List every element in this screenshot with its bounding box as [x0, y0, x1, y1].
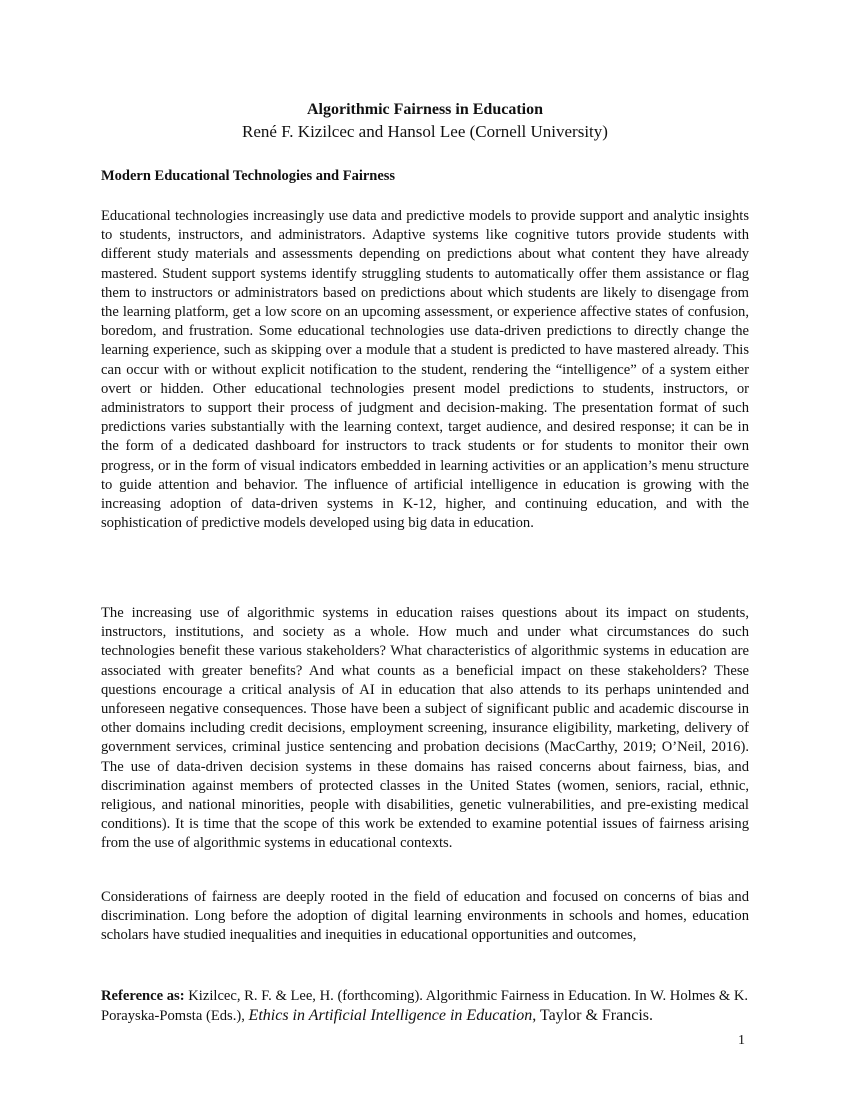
body-paragraph-3: Considerations of fairness are deeply rooted in the field of education and focused on concerns of bias and discrimination. Long before the adoption of digital learning environments in schools and homes, education scholars have studied inequalities and inequities in educational opportunities and outcomes, [101, 889, 749, 944]
reference-label: Reference as: [101, 988, 185, 1004]
paper-authors: René F. Kizilcec and Hansol Lee (Cornell University) [242, 122, 608, 141]
page-number: 1 [738, 1033, 745, 1048]
paper-title: Algorithmic Fairness in Education [306, 101, 543, 118]
section-heading: Modern Educational Technologies and Fairness [101, 168, 396, 184]
body-paragraph-1: Educational technologies increasingly use data and predictive models to provide support and analytic insights to students, instructors, and administrators. Adaptive systems like cognitive tutors provide students with different study materials and assessments depending on predictions about what content they have already mastered. Student support systems identify struggling students to automatically offer them assistance or flag them to instructors or administrators based on predictions about which students are likely to disengage from the learning platform, get a low score on an upcoming assessment, or experience affective states of confusion, boredom, and frustration. Some educational technologies use data-driven predictions to directly change the learning experience, such as skipping over a module that a student is predicted to have mastered already. This can occur with or without explicit notification to the student, rendering the “intelligence” of a system either overt or hidden. Other educational technologies present model predictions to students, instructors, or administrators to support their process of judgment and decision-making. The presentation format of such predictions varies substantially with the learning context, target audience, and desired response; it can be in the form of a dedicated dashboard for instructors to track students or for students to monitor their own progress, or in the form of visual indicators embedded in learning activities or an application’s menu structure to guide attention and behavior. The influence of artificial intelligence in education is growing with the increasing adoption of data-driven systems in K-12, higher, and continuing education, and with the sophistication of predictive models developed using big data in education. [101, 208, 749, 532]
reference-publisher: , Taylor & Francis. [532, 1007, 653, 1024]
reference-book-title: Ethics in Artificial Intelligence in Education [248, 1007, 533, 1024]
citation-reference [101, 986, 749, 1026]
body-paragraph-2: The increasing use of algorithmic systems in education raises questions about its impact on students, instructors, institutions, and society as a whole. How much and under what circumstances do such technologies benefit these various stakeholders? What characteristics of algorithmic systems in education are associated with greater benefits? And what counts as a beneficial impact on these stakeholders? These questions encourage a critical analysis of AI in education that also attends to its perhaps unintended and unforeseen negative consequences. Those have been a subject of significant public and academic discourse in other domains including credit decisions, employment screening, insurance eligibility, marketing, delivery of government services, criminal justice sentencing and probation decisions (MacCarthy, 2019; O’Neil, 2016). The use of data-driven decision systems in these domains has raised concerns about fairness, bias, and discrimination against members of protected classes in the United States (women, seniors, racial, ethnic, religious, and national minorities, people with disabilities, genetic vulnerabilities, and pre-existing medical conditions). It is time that the scope of this work be extended to examine potential issues of fairness arising from the use of algorithmic systems in educational contexts. [101, 605, 749, 852]
reference-text: Kizilcec, R. F. & Lee, H. (forthcoming). Algorithmic Fairness in Education. In W. Holmes & K. Porayska-Pomsta (Eds.), [101, 988, 749, 1024]
